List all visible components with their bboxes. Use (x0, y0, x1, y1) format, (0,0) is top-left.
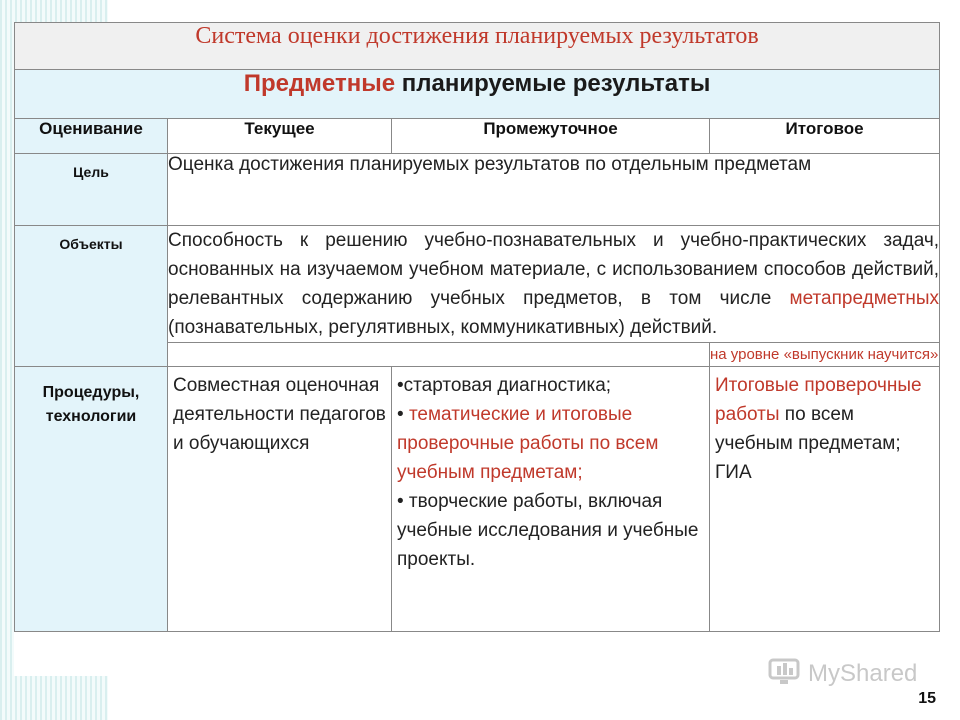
header-label: Оценивание (15, 119, 168, 154)
procedures-row (15, 367, 940, 632)
goal-label: Цель (15, 154, 168, 226)
header-current: Текущее (168, 119, 392, 154)
subtitle-highlight: Предметные (243, 70, 396, 97)
final-rest: по всем учебным предметам; (715, 404, 901, 454)
subtitle-rest: планируемые результаты (395, 70, 711, 97)
slide-subtitle (15, 70, 940, 119)
list-item (397, 400, 704, 487)
objects-text-end: (познавательных, регулятивных, коммуникативных) действий. (168, 317, 718, 338)
bullet: • (397, 404, 409, 425)
header-final: Итоговое (710, 119, 940, 154)
final-extra: ГИА (715, 462, 752, 483)
slide-title: Система оценки достижения планируемых результатов (15, 23, 940, 70)
final-highlight: Итоговые проверочные работы (715, 375, 922, 425)
list-item: •стартовая диагностика; (397, 375, 612, 396)
watermark-text: MyShared (808, 660, 918, 687)
page-number: 15 (918, 690, 936, 707)
watermark (768, 656, 928, 692)
level-note: на уровне «выпускник научится» (710, 343, 940, 367)
objects-text-part: Способность к решению учебно-познавательных и учебно-практических задач, основанных на изучаемом учебном материале, с использованием способов действий, релевантных содержанию учебных предметов, в том числе (168, 230, 940, 309)
level-blank (168, 343, 710, 367)
objects-highlight: метапредметных (789, 288, 940, 309)
objects-label: Объекты (15, 226, 168, 367)
results-table (14, 22, 940, 632)
objects-row (15, 226, 940, 343)
title-row (15, 23, 940, 70)
objects-text (168, 226, 940, 343)
goal-row (15, 154, 940, 226)
header-intermediate: Промежуточное (392, 119, 710, 154)
subtitle-row (15, 70, 940, 119)
procedures-final (710, 367, 940, 632)
list-item: • творческие работы, включая учебные исследования и учебные проекты. (397, 491, 699, 570)
procedures-intermediate (392, 367, 710, 632)
procedures-label: Процедуры, технологии (15, 367, 168, 632)
myshared-logo-icon (768, 656, 802, 688)
goal-text: Оценка достижения планируемых результатов по отдельным предметам (168, 154, 940, 226)
list-item-highlight: тематические и итоговые проверочные работы по всем учебным предметам; (397, 404, 659, 483)
procedures-current: Совместная оценочная деятельности педагогов и обучающихся (168, 367, 392, 632)
header-row (15, 119, 940, 154)
